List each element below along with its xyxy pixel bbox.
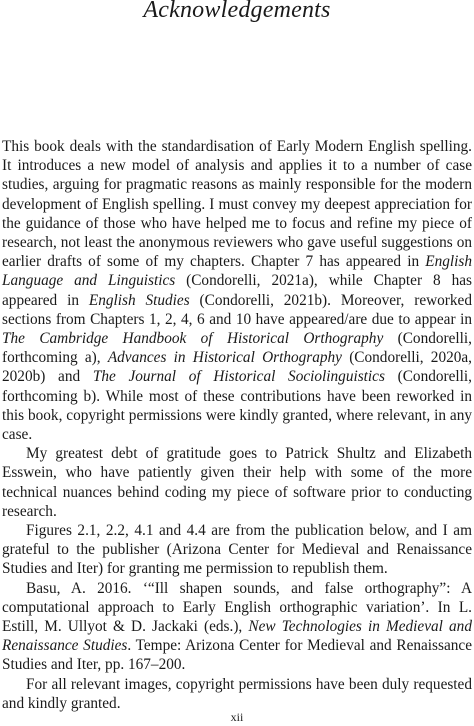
text-run: (Condorelli, forthcoming a), <box>2 330 472 367</box>
page-number: xii <box>230 710 244 724</box>
italic-title-run: English Language and Linguistics <box>2 253 472 290</box>
text-run: For all relevant images, copyright permissions have been duly requested and kindly granted. <box>2 675 472 712</box>
paragraph-intro <box>2 137 472 444</box>
paragraph-gratitude <box>2 444 472 521</box>
paragraph-figures <box>2 521 472 579</box>
italic-title-run: The Journal of Historical Sociolinguistics <box>92 368 385 386</box>
text-run: (Condorelli, 2021a), while Chapter 8 has appeared in <box>2 272 472 309</box>
italic-title-run: English Studies <box>88 291 190 309</box>
paragraph-reference <box>2 579 472 675</box>
paragraph-permissions <box>2 675 472 713</box>
italic-title-run: New Technologies in Medieval and Renaissance Studies <box>2 618 472 655</box>
text-run: This book deals with the standardisation of Early Modern English spelling. It introduces a new model of analysis and applies it to a number of case studies, arguing for pragmatic reasons as mainly responsible for the modern development of English spelling. I must convey my deepest appreciation for the guidance of those who have helped me to focus and refine my piece of research, not least the anonymous reviewers who gave useful suggestions on earlier drafts of some of my chapters. Chapter 7 has appeared in <box>2 138 472 271</box>
text-run: (Condorelli, 2021b). Moreover, reworked sections from Chapters 1, 2, 4, 6 and 10 have appeared/are due to appear in <box>2 291 472 328</box>
italic-title-run: The Cambridge Handbook of Historical Orthography <box>2 330 384 348</box>
text-run: (Condorelli, 2020a, 2020b) and <box>2 349 472 386</box>
page-title: Acknowledgements <box>143 0 331 23</box>
acknowledgements-body <box>2 137 472 713</box>
text-run: My greatest debt of gratitude goes to Patrick Shultz and Elizabeth Esswein, who have patiently given their help with some of the more technical nuances behind coding my piece of software prior to conducting research. <box>2 445 472 520</box>
text-run: Figures 2.1, 2.2, 4.1 and 4.4 are from the publication below, and I am grateful to the publisher (Arizona Center for Medieval and Renaissance Studies and Iter) for granting me permission to republish them. <box>2 522 472 578</box>
text-run: . Tempe: Arizona Center for Medieval and Renaissance Studies and Iter, pp. 167–200. <box>2 637 472 674</box>
italic-title-run: Advances in Historical Orthography <box>107 349 342 367</box>
text-run: (Condorelli, forthcoming b). While most of these contributions have been reworked in this book, copyright permissions were kindly granted, where relevant, in any case. <box>2 368 472 444</box>
text-run: Basu, A. 2016. ‘“Ill shapen sounds, and false orthography”: A computational approach to Early English orthographic variation’. In L. Estill, M. Ullyot & D. Jackaki (eds.), <box>2 579 472 636</box>
